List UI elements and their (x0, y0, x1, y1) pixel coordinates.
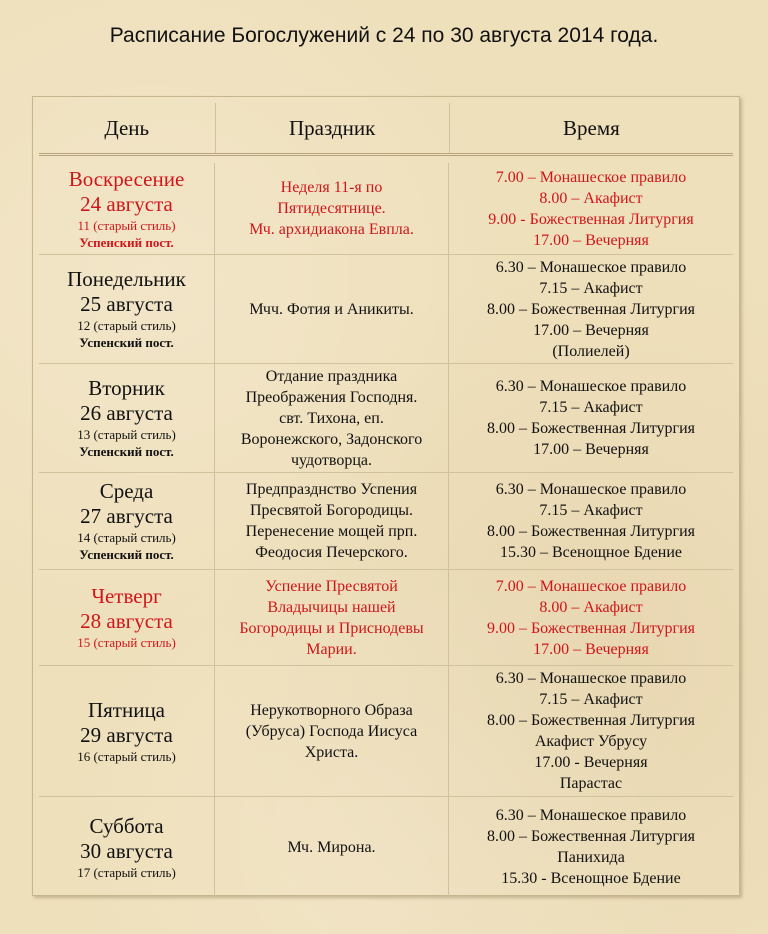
feast-cell (215, 255, 449, 363)
service-line: 6.30 – Монашеское правило (495, 258, 687, 276)
service-line: 7.15 – Акафист (539, 279, 643, 297)
service-line: 17.00 – Вечерняя (533, 441, 649, 458)
service-line: 8.00 – Божественная Литургия (486, 828, 696, 845)
table-row (39, 163, 733, 255)
feast-line: Феодосия Печерского. (255, 544, 408, 561)
day-name: Четверг (91, 584, 162, 608)
service-line: 15.30 - Всенощное Бдение (501, 870, 681, 887)
header-feast: Праздник (216, 103, 450, 153)
fast-label: Успенский пост. (79, 234, 174, 250)
feast-line: Преображения Господня. (245, 388, 418, 406)
old-style-date: 13 (старый стиль) (77, 427, 176, 442)
feast-line: чудотворца. (290, 451, 373, 469)
service-line: 8.00 – Божественная Литургия (486, 523, 696, 540)
services-cell (449, 163, 733, 254)
old-style-date: 17 (старый стиль) (77, 864, 176, 880)
service-line: 6.30 – Монашеское правило (495, 378, 687, 395)
service-line: 8.00 – Божественная Литургия (486, 300, 696, 318)
service-line: 6.30 – Монашеское правило (495, 807, 687, 824)
day-date: 24 августа (80, 191, 173, 216)
services-cell (449, 255, 733, 363)
table-row (39, 364, 733, 473)
feast-line: Успение Пресвятой (265, 577, 398, 595)
feast-cell (215, 473, 449, 569)
table-row (39, 570, 733, 666)
day-name: Суббота (89, 813, 164, 838)
service-line: (Полиелей) (552, 342, 630, 360)
feast-line: (Убруса) Господа Иисуса (245, 722, 418, 740)
services-cell (449, 473, 733, 569)
fast-label: Успенский пост. (79, 335, 174, 350)
service-line: 17.00 – Вечерняя (533, 231, 649, 249)
feast-line: свт. Тихона, еп. (279, 409, 384, 427)
day-date: 25 августа (80, 292, 173, 316)
services-cell (449, 666, 733, 796)
page-title: Расписание Богослужений с 24 по 30 августа 2014 года. (109, 24, 659, 47)
table-row (39, 797, 733, 897)
table-header (39, 103, 733, 156)
fast-label: Успенский пост. (79, 547, 174, 562)
service-line: 7.15 – Акафист (539, 399, 643, 416)
day-name: Вторник (88, 376, 165, 400)
schedule-table (32, 96, 740, 896)
service-line: 7.15 – Акафист (539, 502, 643, 519)
day-name: Среда (99, 479, 154, 503)
old-style-date: 16 (старый стиль) (77, 748, 176, 764)
feast-cell (215, 163, 449, 254)
day-date: 26 августа (80, 401, 173, 425)
service-line: 9.00 – Божественная Литургия (486, 619, 696, 637)
day-date: 27 августа (80, 504, 173, 528)
feast-line: Воронежского, Задонского (240, 430, 423, 448)
service-line: 8.00 – Акафист (539, 189, 643, 207)
service-line: Парастас (559, 775, 623, 792)
feast-line: Отдание праздника (265, 367, 398, 385)
day-name: Воскресение (68, 166, 185, 191)
service-line: 15.30 – Всенощное Бдение (499, 544, 683, 561)
feast-line: Пятидесятнице. (277, 200, 386, 217)
feast-line: Перенесение мощей прп. (245, 523, 418, 540)
day-cell (39, 163, 215, 254)
feast-line: Неделя 11-я по (280, 179, 383, 196)
services-cell (449, 364, 733, 472)
day-cell (39, 797, 215, 897)
feast-line: Марии. (306, 640, 357, 658)
service-line: 17.00 – Вечерняя (533, 321, 649, 339)
feast-line: Предпразднство Успения (245, 481, 418, 498)
day-date: 30 августа (80, 838, 173, 863)
fast-label: Успенский пост. (79, 444, 174, 459)
service-line: Акафист Убрусу (534, 733, 648, 750)
feast-line: Мчч. Фотия и Аникиты. (249, 300, 414, 318)
feast-line: Богородицы и Приснодевы (239, 619, 424, 637)
table-row (39, 255, 733, 364)
feast-cell (215, 364, 449, 472)
services-cell (449, 570, 733, 665)
feast-cell (215, 666, 449, 796)
feast-cell (215, 570, 449, 665)
feast-line: Владычицы нашей (267, 598, 396, 616)
day-cell (39, 570, 215, 665)
old-style-date: 11 (старый стиль) (77, 217, 176, 233)
service-line: 7.15 – Акафист (539, 691, 643, 708)
table-body (39, 163, 733, 897)
service-line: 17.00 – Вечерняя (533, 640, 649, 658)
day-name: Понедельник (67, 267, 186, 291)
service-line: Панихида (557, 849, 625, 866)
day-cell (39, 364, 215, 472)
day-cell (39, 255, 215, 363)
header-time: Время (563, 115, 620, 140)
feast-cell (215, 797, 449, 897)
header-day: День (39, 103, 216, 153)
services-cell (449, 797, 733, 897)
day-cell (39, 473, 215, 569)
day-cell (39, 666, 215, 796)
service-line: 17.00 - Вечерняя (534, 754, 648, 771)
feast-line: Мч. архидиакона Евпла. (249, 221, 414, 238)
table-row (39, 666, 733, 797)
old-style-date: 15 (старый стиль) (77, 635, 176, 650)
table-row (39, 473, 733, 570)
service-line: 8.00 – Акафист (539, 598, 643, 616)
service-line: 6.30 – Монашеское правило (495, 670, 687, 687)
service-line: 9.00 - Божественная Литургия (488, 210, 694, 228)
day-date: 28 августа (80, 609, 173, 633)
feast-line: Нерукотворного Образа (250, 701, 413, 719)
service-line: 8.00 – Божественная Литургия (486, 712, 696, 729)
feast-line: Пресвятой Богородицы. (249, 502, 414, 519)
old-style-date: 12 (старый стиль) (77, 318, 176, 333)
day-name: Пятница (87, 697, 166, 722)
old-style-date: 14 (старый стиль) (77, 530, 176, 545)
feast-line: Мч. Мирона. (287, 838, 376, 856)
service-line: 6.30 – Монашеское правило (495, 481, 687, 498)
day-date: 29 августа (80, 722, 173, 747)
feast-line: Христа. (304, 743, 359, 761)
service-line: 7.00 – Монашеское правило (495, 168, 687, 186)
service-line: 8.00 – Божественная Литургия (486, 420, 696, 437)
service-line: 7.00 – Монашеское правило (495, 577, 687, 595)
